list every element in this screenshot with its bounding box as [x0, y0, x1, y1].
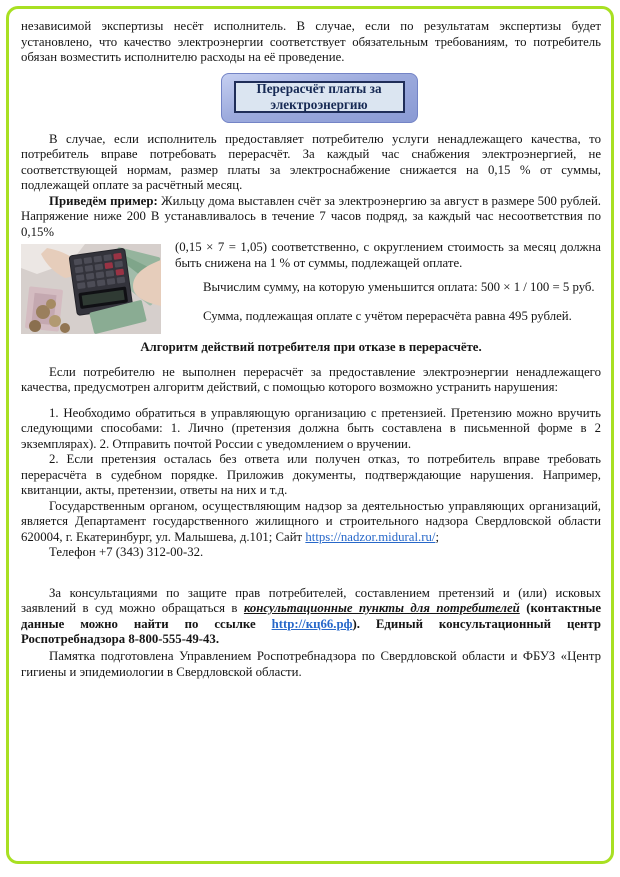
consultation-text-3: ). Единый консультационный центр Роспотребнадзора 8-800-555-49-43. — [21, 616, 601, 646]
nadzor-site-link[interactable]: https://nadzor.midural.ru/ — [305, 529, 436, 544]
kc66-link[interactable]: http://кц66.рф — [271, 616, 353, 631]
example-paragraph-continued: (0,15 × 7 = 1,05) соответственно, с округлением стоимость за месяц должна быть снижена на 1 % от суммы, подлежащей оплате. — [175, 240, 601, 270]
algorithm-heading: Алгоритм действий потребителя при отказе в перерасчёте. — [140, 340, 482, 354]
algorithm-intro-paragraph: Если потребителю не выполнен перерасчёт за предоставление электроэнергии ненадлежащего качества, предусмотрен алгоритм действий, с помощью которого возможно устранить нарушения: — [21, 364, 601, 394]
consultation-text-1: За консультациями по защите прав потребителей, составлением претензий и (или) исковых заявлений в суд можно обращаться в — [21, 585, 601, 615]
hands-calculator-money-photo — [21, 244, 161, 334]
recalculation-paragraph: В случае, если исполнитель предоставляет потребителю услуги ненадлежащего качества, то потребитель вправе потребовать перерасчёт. За каждый час снабжения электроэнергией, не соответствующей нормам, размер платы за электроснабжение снижается на 0,15 % от суммы, подлежащей оплате за расчётный месяц. — [21, 131, 601, 192]
footer-paragraph: Памятка подготовлена Управлением Роспотребнадзора по Свердловской области и ФБУЗ «Центр гигиены и эпидемиологии в Свердловской области. — [21, 648, 601, 679]
callout-title: Перерасчёт платы за электроэнергию — [234, 81, 405, 113]
intro-paragraph: независимой экспертизы несёт исполнитель. В случае, если по результатам экспертизы будет установлено, что качество электроэнергии соответствует обязательным требованиям, то потребитель обязан возместить исполнителю расходы на её проведение. — [21, 19, 601, 64]
example-lead-bold: Приведём пример: — [49, 193, 158, 208]
authority-text: Государственным органом, осуществляющим надзор за деятельностью управляющих организаций, является Департамент государственного жилищного и строительного надзора Свердловской области 620004, г. Екатеринбург, ул. Малышева, д.101; Сайт — [21, 498, 601, 544]
consultation-text-2: (контактные данные можно найти по ссылке — [21, 601, 602, 631]
algorithm-step-2: 2. Если претензия осталась без ответа или получен отказ, то потребитель вправе требовать перерасчёта в судебном порядке. Приложив документы, подтверждающие нарушения. Например, квитанции, акты, претензии, ответы на них и т.д. — [21, 452, 601, 497]
consultation-paragraph — [21, 586, 601, 648]
authority-paragraph — [21, 499, 601, 546]
callout-box — [221, 73, 418, 123]
algorithm-step-1: 1. Необходимо обратиться в управляющую организацию с претензией. Претензию можно вручить следующими способами: 1. Лично (претензия должна быть составлена в письменной форме в 2 экземплярах). 2. Отправить почтой России с уведомлением о вручении. — [21, 405, 601, 451]
example-paragraph-start — [21, 194, 601, 241]
page-border-frame — [6, 6, 614, 864]
calculation-line: Вычислим сумму, на которую уменьшится оплата: 500 × 1 / 100 = 5 руб. — [203, 280, 595, 294]
consultation-emphasis: консультационные пункты для потребителей — [243, 601, 520, 615]
example-photo-section — [21, 240, 601, 324]
total-line: Сумма, подлежащая оплате с учётом перерасчёта равна 495 рублей. — [203, 308, 572, 323]
phone-line: Телефон +7 (343) 312-00-32. — [49, 545, 204, 559]
authority-suffix: ; — [435, 529, 440, 544]
document-content — [21, 19, 601, 681]
example-text-1: Жильцу дома выставлен счёт за электроэнергию за август в размере 500 рублей. Напряжение ниже 200 В устанавливалось в течение 7 часов подряд, за каждый час несоответствия по 0,15% — [21, 193, 601, 239]
